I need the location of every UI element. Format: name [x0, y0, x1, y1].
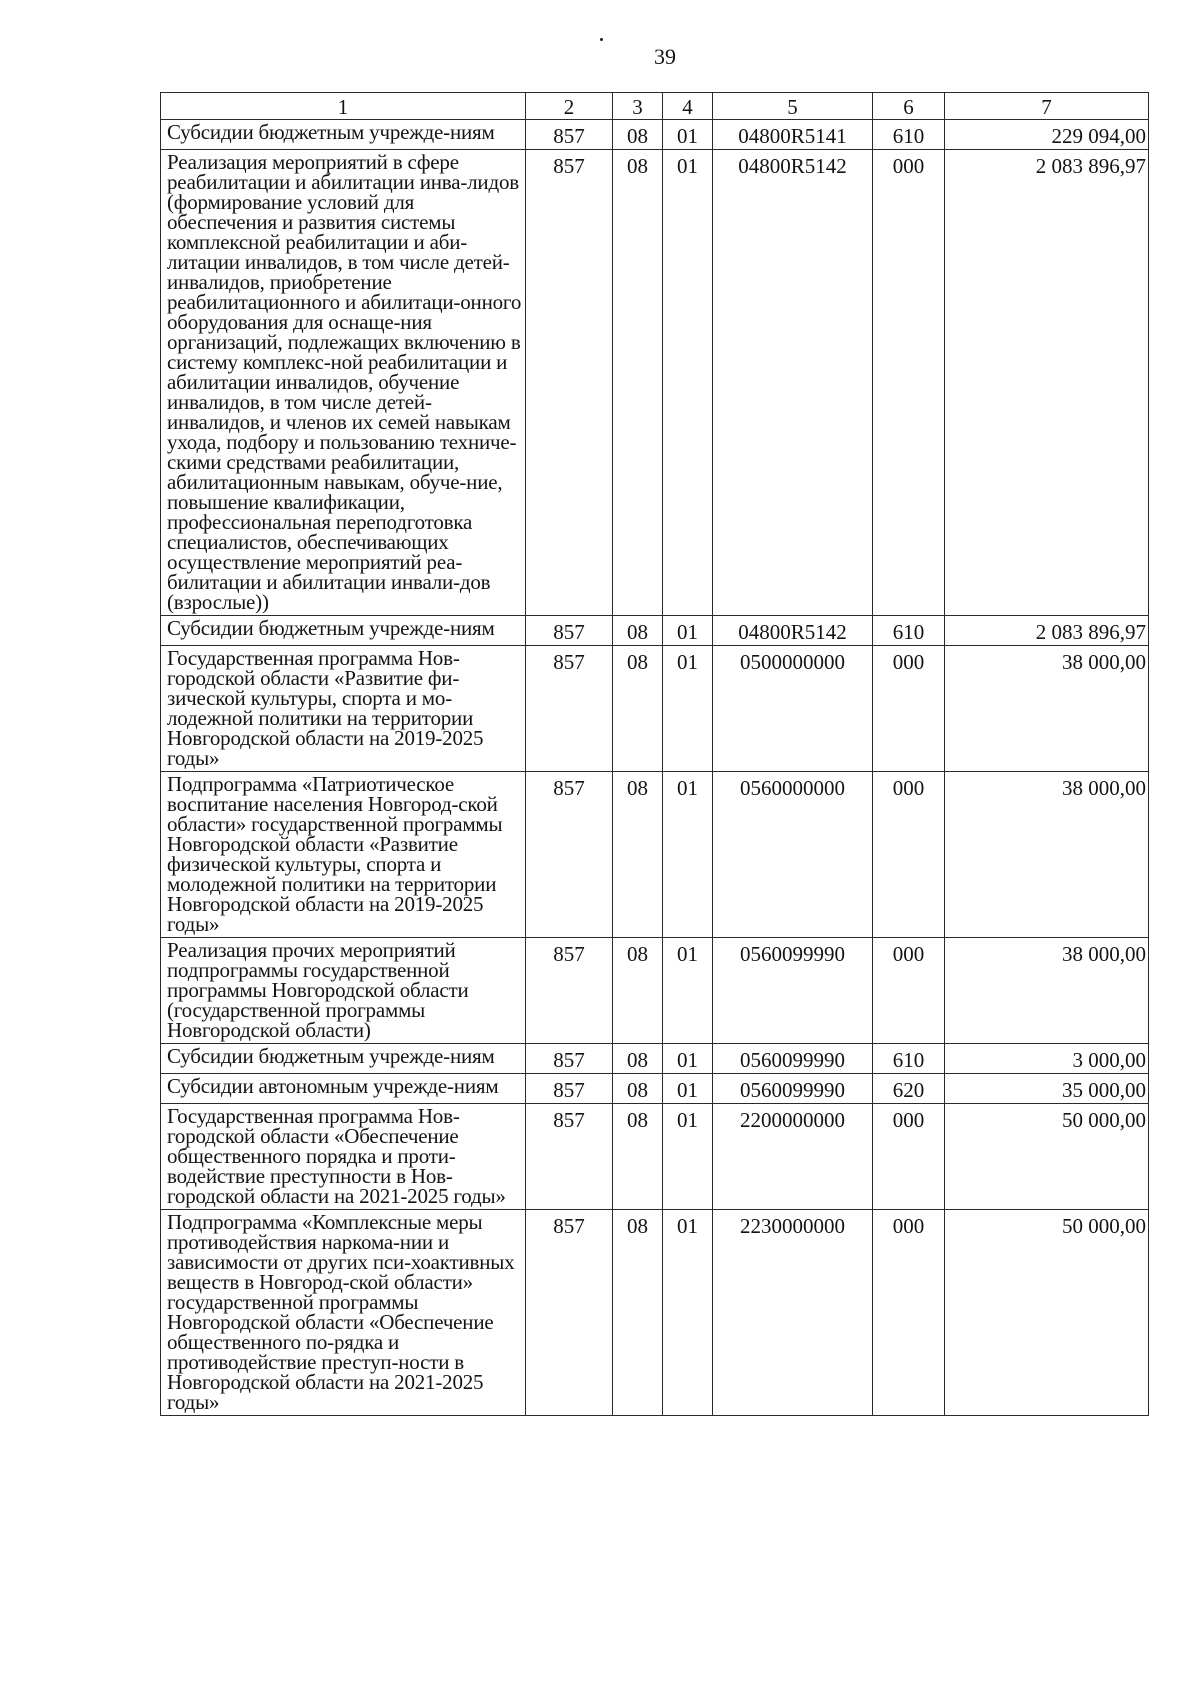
row-name-cell: Субсидии бюджетным учрежде-ниям [161, 1044, 526, 1074]
header-cell: 5 [713, 93, 873, 120]
section-code-cell: 08 [613, 1044, 663, 1074]
expense-type-cell: 000 [873, 938, 945, 1044]
expense-type-cell: 610 [873, 120, 945, 150]
target-article-cell: 0500000000 [713, 646, 873, 772]
subsection-code-cell: 01 [663, 772, 713, 938]
amount-cell: 3 000,00 [945, 1044, 1149, 1074]
ministry-code-cell: 857 [526, 772, 613, 938]
table-row [161, 938, 1149, 1044]
table-row [161, 1104, 1149, 1210]
ministry-code-cell: 857 [526, 1210, 613, 1416]
ministry-code-cell: 857 [526, 1104, 613, 1210]
scan-speck [600, 38, 603, 41]
expense-type-cell: 620 [873, 1074, 945, 1104]
row-name-cell: Государственная программа Нов-городской области «Развитие фи-зической культуры, спорта и мо-лодежной политики на территории Новгородской области на 2019-2025 годы» [161, 646, 526, 772]
row-name-cell: Подпрограмма «Патриотическое воспитание населения Новгород-ской области» государственной программы Новгородской области «Развитие физической культуры, спорта и молодежной политики на территории Новгородской области на 2019-2025 годы» [161, 772, 526, 938]
ministry-code-cell: 857 [526, 1074, 613, 1104]
subsection-code-cell: 01 [663, 646, 713, 772]
row-name-cell: Реализация мероприятий в сфере реабилитации и абилитации инва-лидов (формирование условий для обеспечения и развития системы комплексной реабилитации и аби-литации инвалидов, в том числе детей-инвалидов, приобретение реабилитационного и абилитаци-онного оборудования для оснаще-ния организаций, подлежащих включению в систему комплекс-ной реабилитации и абилитации инвалидов, обучение инвалидов, в том числе детей-инвалидов, и членов их семей навыкам ухода, подбору и пользованию техниче-скими средствами реабилитации, абилитационным навыкам, обуче-ние, повышение квалификации, профессиональная переподготовка специалистов, обеспечивающих осуществление мероприятий реа-билитации и абилитации инвали-дов (взрослые)) [161, 150, 526, 616]
expense-type-cell: 000 [873, 1104, 945, 1210]
header-cell: 2 [526, 93, 613, 120]
subsection-code-cell: 01 [663, 150, 713, 616]
amount-cell: 2 083 896,97 [945, 616, 1149, 646]
expense-type-cell: 000 [873, 646, 945, 772]
row-name-cell: Субсидии бюджетным учрежде-ниям [161, 120, 526, 150]
header-cell: 7 [945, 93, 1149, 120]
header-cell: 1 [161, 93, 526, 120]
table-row [161, 120, 1149, 150]
expense-type-cell: 000 [873, 150, 945, 616]
amount-cell: 38 000,00 [945, 938, 1149, 1044]
row-name-cell: Реализация прочих мероприятий подпрограммы государственной программы Новгородской области (государственной программы Новгородской области) [161, 938, 526, 1044]
ministry-code-cell: 857 [526, 616, 613, 646]
amount-cell: 50 000,00 [945, 1210, 1149, 1416]
table-row [161, 1044, 1149, 1074]
header-cell: 4 [663, 93, 713, 120]
section-code-cell: 08 [613, 938, 663, 1044]
ministry-code-cell: 857 [526, 1044, 613, 1074]
budget-table [160, 92, 1149, 1416]
subsection-code-cell: 01 [663, 1210, 713, 1416]
target-article-cell: 0560099990 [713, 1074, 873, 1104]
row-name-cell: Субсидии автономным учрежде-ниям [161, 1074, 526, 1104]
amount-cell: 50 000,00 [945, 1104, 1149, 1210]
subsection-code-cell: 01 [663, 1074, 713, 1104]
row-name-cell: Государственная программа Нов-городской области «Обеспечение общественного порядка и проти-водействие преступности в Нов-городской области на 2021-2025 годы» [161, 1104, 526, 1210]
table-body [161, 93, 1149, 1416]
ministry-code-cell: 857 [526, 150, 613, 616]
target-article-cell: 2230000000 [713, 1210, 873, 1416]
amount-cell: 2 083 896,97 [945, 150, 1149, 616]
header-cell: 3 [613, 93, 663, 120]
expense-type-cell: 000 [873, 1210, 945, 1416]
amount-cell: 35 000,00 [945, 1074, 1149, 1104]
table-row [161, 646, 1149, 772]
ministry-code-cell: 857 [526, 120, 613, 150]
amount-cell: 38 000,00 [945, 646, 1149, 772]
page-number: 39 [654, 44, 676, 69]
row-name-cell: Субсидии бюджетным учрежде-ниям [161, 616, 526, 646]
ministry-code-cell: 857 [526, 646, 613, 772]
target-article-cell: 04800R5142 [713, 150, 873, 616]
target-article-cell: 0560099990 [713, 938, 873, 1044]
expense-type-cell: 610 [873, 616, 945, 646]
subsection-code-cell: 01 [663, 1104, 713, 1210]
amount-cell: 229 094,00 [945, 120, 1149, 150]
section-code-cell: 08 [613, 1104, 663, 1210]
subsection-code-cell: 01 [663, 120, 713, 150]
table-row [161, 616, 1149, 646]
ministry-code-cell: 857 [526, 938, 613, 1044]
target-article-cell: 04800R5142 [713, 616, 873, 646]
section-code-cell: 08 [613, 1210, 663, 1416]
subsection-code-cell: 01 [663, 1044, 713, 1074]
table-row [161, 1074, 1149, 1104]
table-row [161, 1210, 1149, 1416]
header-cell: 6 [873, 93, 945, 120]
subsection-code-cell: 01 [663, 616, 713, 646]
target-article-cell: 2200000000 [713, 1104, 873, 1210]
target-article-cell: 04800R5141 [713, 120, 873, 150]
table-row [161, 150, 1149, 616]
table-header-row [161, 93, 1149, 120]
section-code-cell: 08 [613, 772, 663, 938]
subsection-code-cell: 01 [663, 938, 713, 1044]
row-name-cell: Подпрограмма «Комплексные меры противодействия наркома-нии и зависимости от других пси-хоактивных веществ в Новгород-ской области» государственной программы Новгородской области «Обеспечение общественного по-рядка и противодействие преступ-ности в Новгородской области на 2021-2025 годы» [161, 1210, 526, 1416]
expense-type-cell: 610 [873, 1044, 945, 1074]
section-code-cell: 08 [613, 616, 663, 646]
table-row [161, 772, 1149, 938]
expense-type-cell: 000 [873, 772, 945, 938]
section-code-cell: 08 [613, 1074, 663, 1104]
target-article-cell: 0560000000 [713, 772, 873, 938]
section-code-cell: 08 [613, 646, 663, 772]
target-article-cell: 0560099990 [713, 1044, 873, 1074]
amount-cell: 38 000,00 [945, 772, 1149, 938]
section-code-cell: 08 [613, 150, 663, 616]
section-code-cell: 08 [613, 120, 663, 150]
